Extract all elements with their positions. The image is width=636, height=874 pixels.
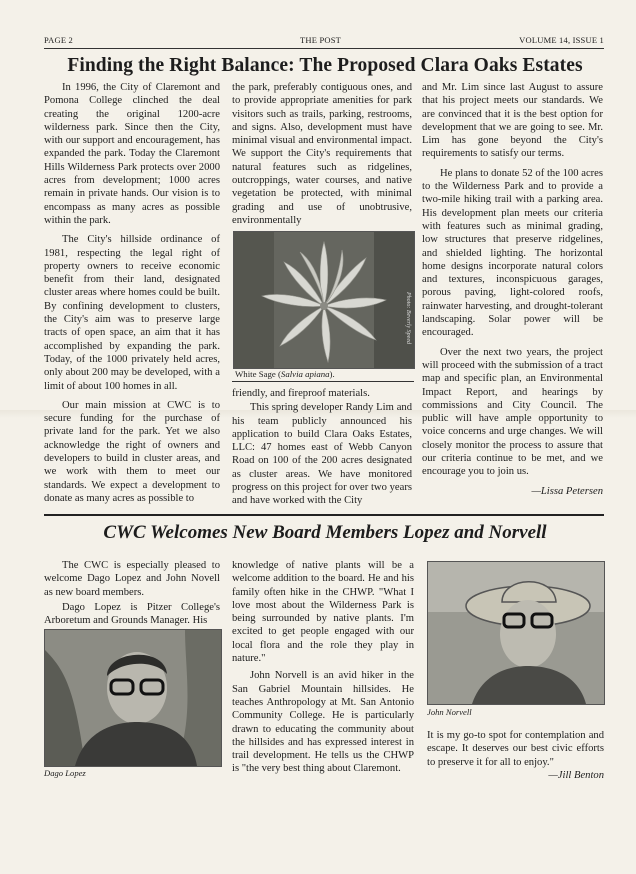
paragraph: friendly, and fireproof materials. xyxy=(232,388,370,399)
portrait-image xyxy=(428,562,604,704)
john-norvell-photo xyxy=(427,561,605,705)
paragraph: the park, preferably contiguous ones, and to provide appropriate amenities for park visitors such as trails, parking, restrooms, and signs. Also, development must have minimal visual and environmental impact. We support the City's requirements that natural features such as ridgelines, outcroppings, water courses, and native vegetation be protected, with minimal grading and use of unobtrusive, environmentally xyxy=(232,82,412,226)
white-sage-image xyxy=(234,232,414,368)
photo-caption: John Norvell xyxy=(427,707,472,717)
article2-column-2 xyxy=(232,559,414,776)
paragraph: The CWC is especially pleased to welcome Dago Lopez and John Novell as new board members. xyxy=(44,560,220,598)
newsletter-name: THE POST xyxy=(300,35,342,45)
article2-column-3 xyxy=(427,729,604,782)
white-sage-photo xyxy=(233,231,415,369)
article1-column-2-bottom xyxy=(232,387,412,508)
paragraph: Over the next two years, the project will proceed with the submission of a tract map and specific plan, an Environmental Impact Report, and hearings by commissions and City Council. The public will have ample opportunity to voice concerns and urge changes. We will closely monitor the process to assure that our criteria continue to be met, and we encourage you to join us. xyxy=(422,346,603,478)
paragraph: This spring developer Randy Lim and his team publicly announced his application to build Clara Oaks Estates, LLC: 47 homes east of Webb Canyon Road on 100 of the 200 acres designated as cluster areas. We have monitored progress on this project for over two years and have worked with the City xyxy=(232,402,412,507)
photo-caption: Dago Lopez xyxy=(44,768,86,778)
header-rule xyxy=(44,48,604,49)
caption-prefix: White Sage ( xyxy=(235,369,281,379)
caption-suffix: ). xyxy=(329,369,335,379)
article2-column-1 xyxy=(44,559,220,627)
paragraph: John Norvell is an avid hiker in the San Gabriel Mountain hillsides. He teaches Anthropology at Mt. San Antonio Community College. He is particularly drawn to educating the community about the hillsides and has expressed interest in trail development. He tells us the CHWP is "the very best thing about Claremont. xyxy=(232,670,414,775)
paragraph: knowledge of native plants will be a welcome addition to the board. He and his family often hike in the CHWP. "What I love most about the Wilderness Park is being surrounded by native plants. I'm excited to get people engaged with our local flora and the role they play in nature." xyxy=(232,560,414,665)
paragraph: and Mr. Lim since last August to assure that his project meets our standards. We are convinced that it is the best option for development that we are going to see. Mr. Lim has gone beyond the City's requirements to satisfy our terms. xyxy=(422,82,603,160)
paragraph: He plans to donate 52 of the 100 acres to the Wilderness Park and to provide a two-mile hiking trail with a parking area. His development plan meets our criteria with features such as minimal grading, low structures that preserve ridgelines, and shielded lighting. The horizontal home designs incorporate natural colors and textures, inconspicuous garages, porous paving, light-colored roofs, rainwater harvesting, and drought-tolerant landscaping. Solar power will be encouraged. xyxy=(422,167,603,339)
paragraph: Our main mission at CWC is to secure funding for the purchase of private land for the park. Yet we also acknowledge the right of owners and developers to build in cluster areas, and we work with them to meet our standards. We expect a development to donate as many acres as possible to xyxy=(44,399,220,504)
paragraph: In 1996, the City of Claremont and Pomona College clinched the deal creating the original 1200-acre wilderness park. Since then the City, with our support and encouragement, has expanded the park. Today the Claremont Hills Wilderness Park protects over 2000 acres from development; 1000 acres remain in private hands. Our vision is to encompass as many acres as possible within the park. xyxy=(44,82,220,226)
caption-latin-name: Salvia apiana xyxy=(280,369,330,379)
issue-label: VOLUME 14, ISSUE 1 xyxy=(519,35,604,45)
author-signature: —Jill Benton xyxy=(548,769,604,781)
article-title: CWC Welcomes New Board Members Lopez and Norvell xyxy=(103,522,547,543)
author-signature: —Lissa Petersen xyxy=(531,485,603,497)
photo-caption xyxy=(235,369,335,379)
article1-column-2-top xyxy=(232,81,412,227)
article-divider xyxy=(44,514,604,516)
article-title: Finding the Right Balance: The Proposed Clara Oaks Estates xyxy=(67,55,583,76)
paragraph: The City's hillside ordinance of 1981, respecting the legal right of property owners to receive economic benefit from their land, designated cluster areas where homes could be built. By confining development to clusters, the City's aim was to preserve large tracts of open space, an aim that it has accomplished by expanding the park. Today, of the 1000 privately held acres, only about 200 may be developed, with a limit of about 100 homes in all. xyxy=(44,234,220,392)
paragraph: It is my go-to spot for contemplation and escape. It deserves our best civic efforts to preserve it for all to enjoy." xyxy=(427,730,604,768)
dago-lopez-photo xyxy=(44,629,222,767)
photo-credit: Photo: Beverly Speed xyxy=(405,292,411,344)
portrait-image xyxy=(45,630,221,766)
page-header xyxy=(44,35,604,47)
caption-rule xyxy=(232,381,414,382)
page-number: PAGE 2 xyxy=(44,35,73,45)
article1-column-1 xyxy=(44,81,220,505)
paragraph: Dago Lopez is Pitzer College's Arboretum and Grounds Manager. His xyxy=(44,601,220,627)
article1-column-3 xyxy=(422,81,603,498)
